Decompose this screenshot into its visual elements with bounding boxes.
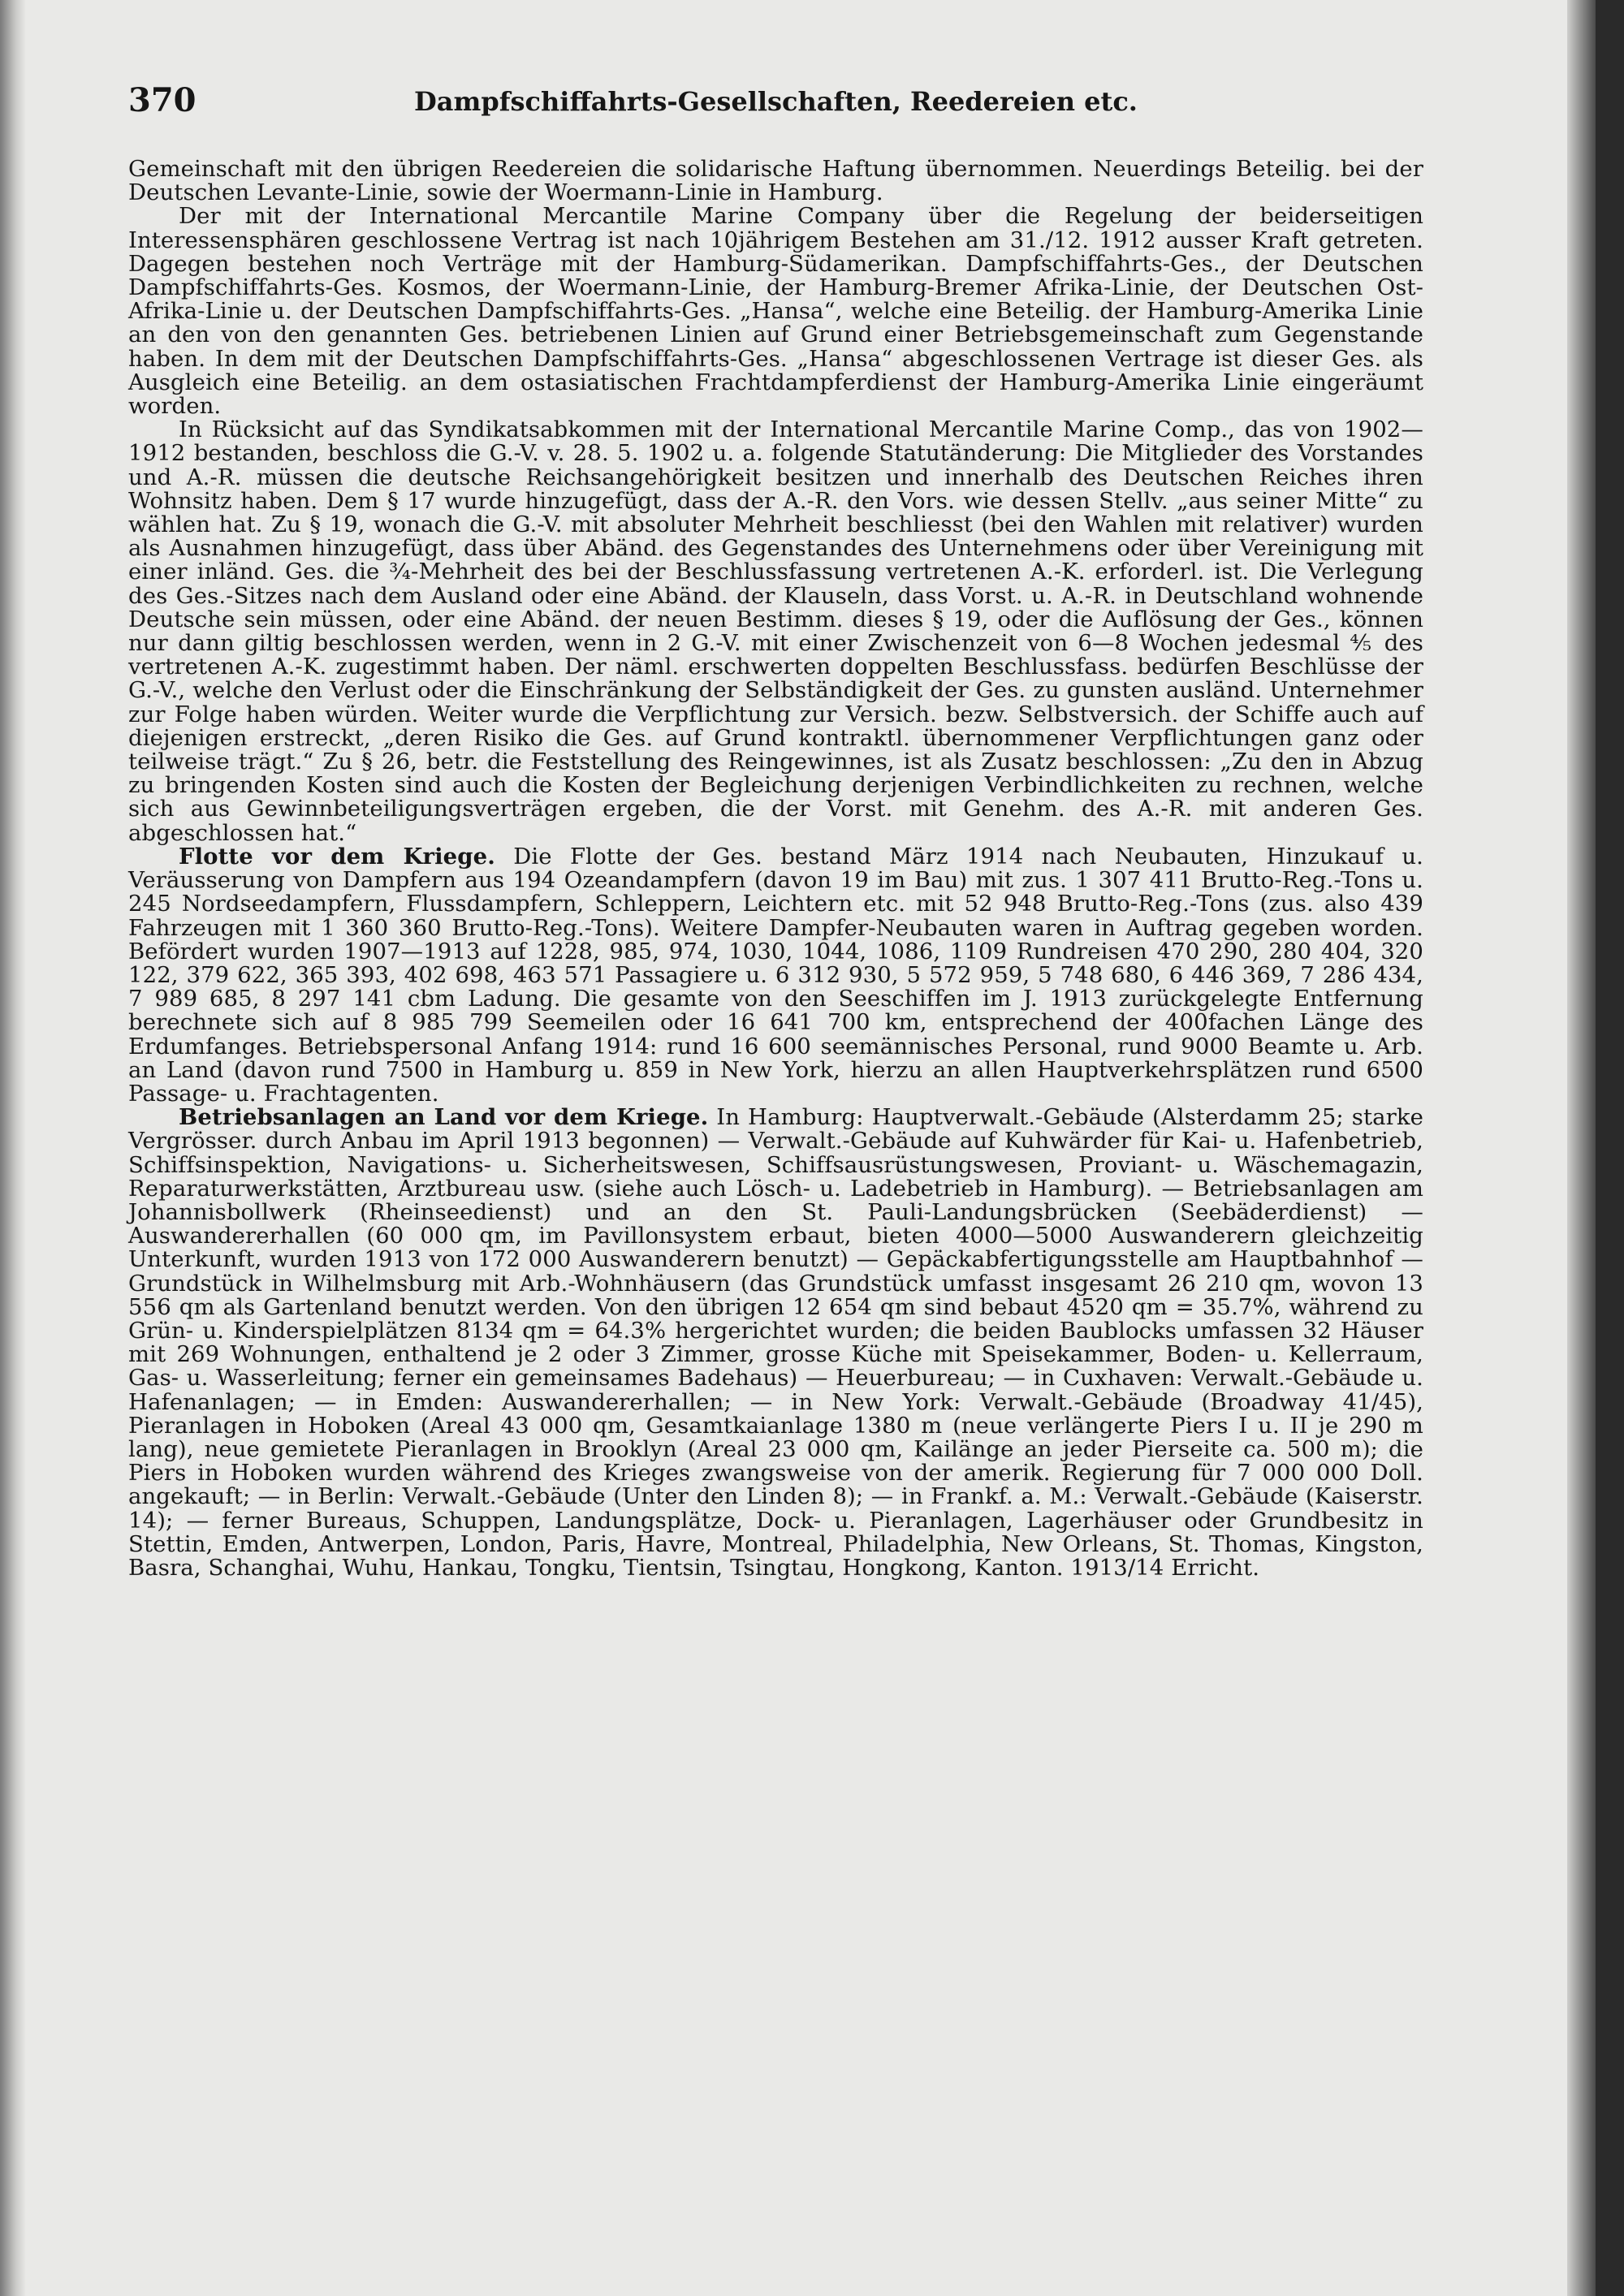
section-heading-fleet: Flotte vor dem Kriege. [179, 843, 495, 870]
paragraph-fleet [128, 845, 1423, 1106]
paragraph-text: Die Flotte der Ges. bestand März 1914 nach Neubauten, Hinzukauf u. Veräusserung von Dampfern aus 194 Ozeandampfern (davon 19 im Bau) mit zus. 1 307 411 Brutto-Reg.-Tons u. 245 Nordseedampfern, Flussdampfern, Schleppern, Leichtern etc. mit 52 948 Brutto-Reg.-Tons (zus. also 439 Fahrzeugen mit 1 360 360 Brutto-Reg.-Tons). Weitere Dampfer-Neubauten waren in Auftrag gegeben worden. Befördert wurden 1907—1913 auf 1228, 985, 974, 1030, 1044, 1086, 1109 Rundreisen 470 290, 280 404, 320 122, 379 622, 365 393, 402 698, 463 571 Passagiere u. 6 312 930, 5 572 959, 5 748 680, 6 446 369, 7 286 434, 7 989 685, 8 297 141 cbm Ladung. Die gesamte von den Seeschiffen im J. 1913 zurückgelegte Entfernung berechnete sich auf 8 985 799 Seemeilen oder 16 641 700 km, entsprechend der 400fachen Länge des Erdumfanges. Betriebspersonal Anfang 1914: rund 16 600 seemännisches Personal, rund 9000 Beamte u. Arb. an Land (davon rund 7500 in Hamburg u. 859 in New York, hierzu an allen Hauptverkehrsplätzen rund 6500 Passage- u. Frachtagenten. [128, 843, 1423, 1107]
running-title: Dampfschiffahrts-Gesellschaften, Reedereien etc. [414, 86, 1138, 117]
paragraph-imm-contract [128, 205, 1423, 418]
paragraph-text: In Rücksicht auf das Syndikatsabkommen mit der International Mercantile Marine Comp., das von 1902—1912 bestanden, beschloss die G.-V. v. 28. 5. 1902 u. a. folgende Statutänderung: Die Mitglieder des Vorstandes und A.-R. müssen die deutsche Reichsangehörigkeit besitzen und innerhalb des Deutschen Reiches ihren Wohnsitz haben. Dem § 17 wurde hinzugefügt, dass der A.-R. den Vors. wie dessen Stellv. „aus seiner Mitte“ zu wählen hat. Zu § 19, wonach die G.-V. mit absoluter Mehrheit beschliesst (bei den Wahlen mit relativer) wurden als Ausnahmen hinzugefügt, dass über Abänd. des Gegenstandes des Unternehmens oder über Vereinigung mit einer inländ. Ges. die ¾-Mehrheit des bei der Beschlussfassung vertretenen A.-K. erforderl. ist. Die Verlegung des Ges.-Sitzes nach dem Ausland oder eine Abänd. der Klauseln, dass Vorst. u. A.-R. in Deutschland wohnende Deutsche sein müssen, oder eine Abänd. der neuen Bestimm. dieses § 19, oder die Auflösung der Ges., können nur dann giltig beschlossen werden, wenn in 2 G.-V. mit einer Zwischenzeit von 6—8 Wochen jedesmal ⅘ des vertretenen A.-K. zugestimmt haben. Der näml. erschwerten doppelten Beschlussfass. bedürfen Beschlüsse der G.-V., welche den Verlust oder die Einschränkung der Selbständigkeit der Ges. zu gunsten ausländ. Unternehmer zur Folge haben würden. Weiter wurde die Verpflichtung zur Versich. bezw. Selbstversich. der Schiffe auch auf diejenigen erstreckt, „deren Risiko die Ges. auf Grund kontraktl. übernommener Verpflichtungen ganz oder teilweise trägt.“ Zu § 26, betr. die Feststellung des Reingewinnes, ist als Zusatz beschlossen: „Zu den in Abzug zu bringenden Kosten sind auch die Kosten der Begleichung derjenigen Verbindlichkeiten zu rechnen, welche sich aus Gewinnbeteiligungsverträgen ergeben, die der Vorst. mit Genehm. des A.-R. mit anderen Ges. abgeschlossen hat.“ [128, 416, 1423, 846]
paragraph-text: Der mit der International Mercantile Marine Company über die Regelung der beiderseitigen Interessensphären geschlossene Vertrag ist nach 10jährigem Bestehen am 31./12. 1912 ausser Kraft getreten. Dagegen bestehen noch Verträge mit der Hamburg-Südamerikan. Dampfschiffahrts-Ges., der Deutschen Dampfschiffahrts-Ges. Kosmos, der Woermann-Linie, der Hamburg-Bremer Afrika-Linie, der Deutschen Ost-Afrika-Linie u. der Deutschen Dampfschiffahrts-Ges. „Hansa“, welche eine Beteilig. der Hamburg-Amerika Linie an den von den genannten Ges. betriebenen Linien auf Grund einer Betriebsgemeinschaft zum Gegenstande haben. In dem mit der Deutschen Dampfschiffahrts-Ges. „Hansa“ abgeschlossenen Vertrage ist dieser Ges. als Ausgleich eine Beteilig. an dem ostasiatischen Frachtdampferdienst der Hamburg-Amerika Linie eingeräumt worden. [128, 203, 1423, 420]
paragraph-membership [128, 158, 1423, 205]
page-number: 370 [128, 81, 197, 119]
running-head [128, 81, 1423, 130]
paragraph-text: Gemeinschaft mit den übrigen Reedereien die solidarische Haftung übernommen. Neuerdings Beteilig. bei der Deutschen Levante-Linie, sowie der Woermann-Linie in Hamburg. [128, 156, 1423, 206]
paragraph-text: In Hamburg: Hauptverwalt.-Gebäude (Alsterdamm 25; starke Vergrösser. durch Anbau im April 1913 begonnen) — Verwalt.-Gebäude auf Kuhwärder für Kai- u. Hafenbetrieb, Schiffsinspektion, Navigations- u. Sicherheitswesen, Schiffsausrüstungswesen, Proviant- u. Wäschemagazin, Reparaturwerkstätten, Arztbureau usw. (siehe auch Lösch- u. Ladebetrieb in Hamburg). — Betriebsanlagen am Johannisbollwerk (Rheinseedienst) und an den St. Pauli-Landungsbrücken (Seebäderdienst) — Auswandererhallen (60 000 qm, im Pavillonsystem erbaut, bieten 4000—5000 Auswanderern gleichzeitig Unterkunft, wurden 1913 von 172 000 Auswanderern benutzt) — Gepäckabfertigungsstelle am Hauptbahnhof — Grundstück in Wilhelmsburg mit Arb.-Wohnhäusern (das Grundstück umfasst insgesamt 26 210 qm, wovon 13 556 qm als Gartenland benutzt werden. Von den übrigen 12 654 qm sind bebaut 4520 qm = 35.7%, während zu Grün- u. Kinderspielplätzen 8134 qm = 64.3% hergerichtet wurden; die beiden Baublocks umfassen 32 Häuser mit 269 Wohnungen, enthaltend je 2 oder 3 Zimmer, grosse Küche mit Speisekammer, Boden- u. Kellerraum, Gas- u. Wasserleitung; ferner ein gemeinsames Badehaus) — Heuerbureau; — in Cuxhaven: Verwalt.-Gebäude u. Hafenanlagen; — in Emden: Auswandererhallen; — in New York: Verwalt.-Gebäude (Broadway 41/45), Pieranlagen in Hoboken (Areal 43 000 qm, Gesamtkaianlage 1380 m (neue verlängerte Piers I u. II je 290 m lang), neue gemietete Pieranlagen in Brooklyn (Areal 23 000 qm, Kailänge an jeder Pierseite ca. 500 m); die Piers in Hoboken wurden während des Krieges zwangsweise von der amerik. Regierung für 7 000 000 Doll. angekauft; — in Berlin: Verwalt.-Gebäude (Unter den Linden 8); — in Frankf. a. M.: Verwalt.-Gebäude (Kaiserstr. 14); — ferner Bureaus, Schuppen, Landungsplätze, Dock- u. Pieranlagen, Lagerhäuser oder Grundbesitz in Stettin, Emden, Antwerpen, London, Paris, Havre, Montreal, Philadelphia, New Orleans, St. Thomas, Kingston, Basra, Schanghai, Wuhu, Hankau, Tongku, Tientsin, Tsingtau, Hongkong, Kanton. 1913/14 Erricht. [128, 1104, 1423, 1581]
section-heading-facilities: Betriebsanlagen an Land vor dem Kriege. [179, 1104, 709, 1131]
page-binding-shadow [0, 0, 26, 2296]
page-content [128, 81, 1423, 1580]
paragraph-facilities [128, 1106, 1423, 1580]
paragraph-statute-changes [128, 418, 1423, 845]
page-edge-shadow [1567, 0, 1596, 2296]
